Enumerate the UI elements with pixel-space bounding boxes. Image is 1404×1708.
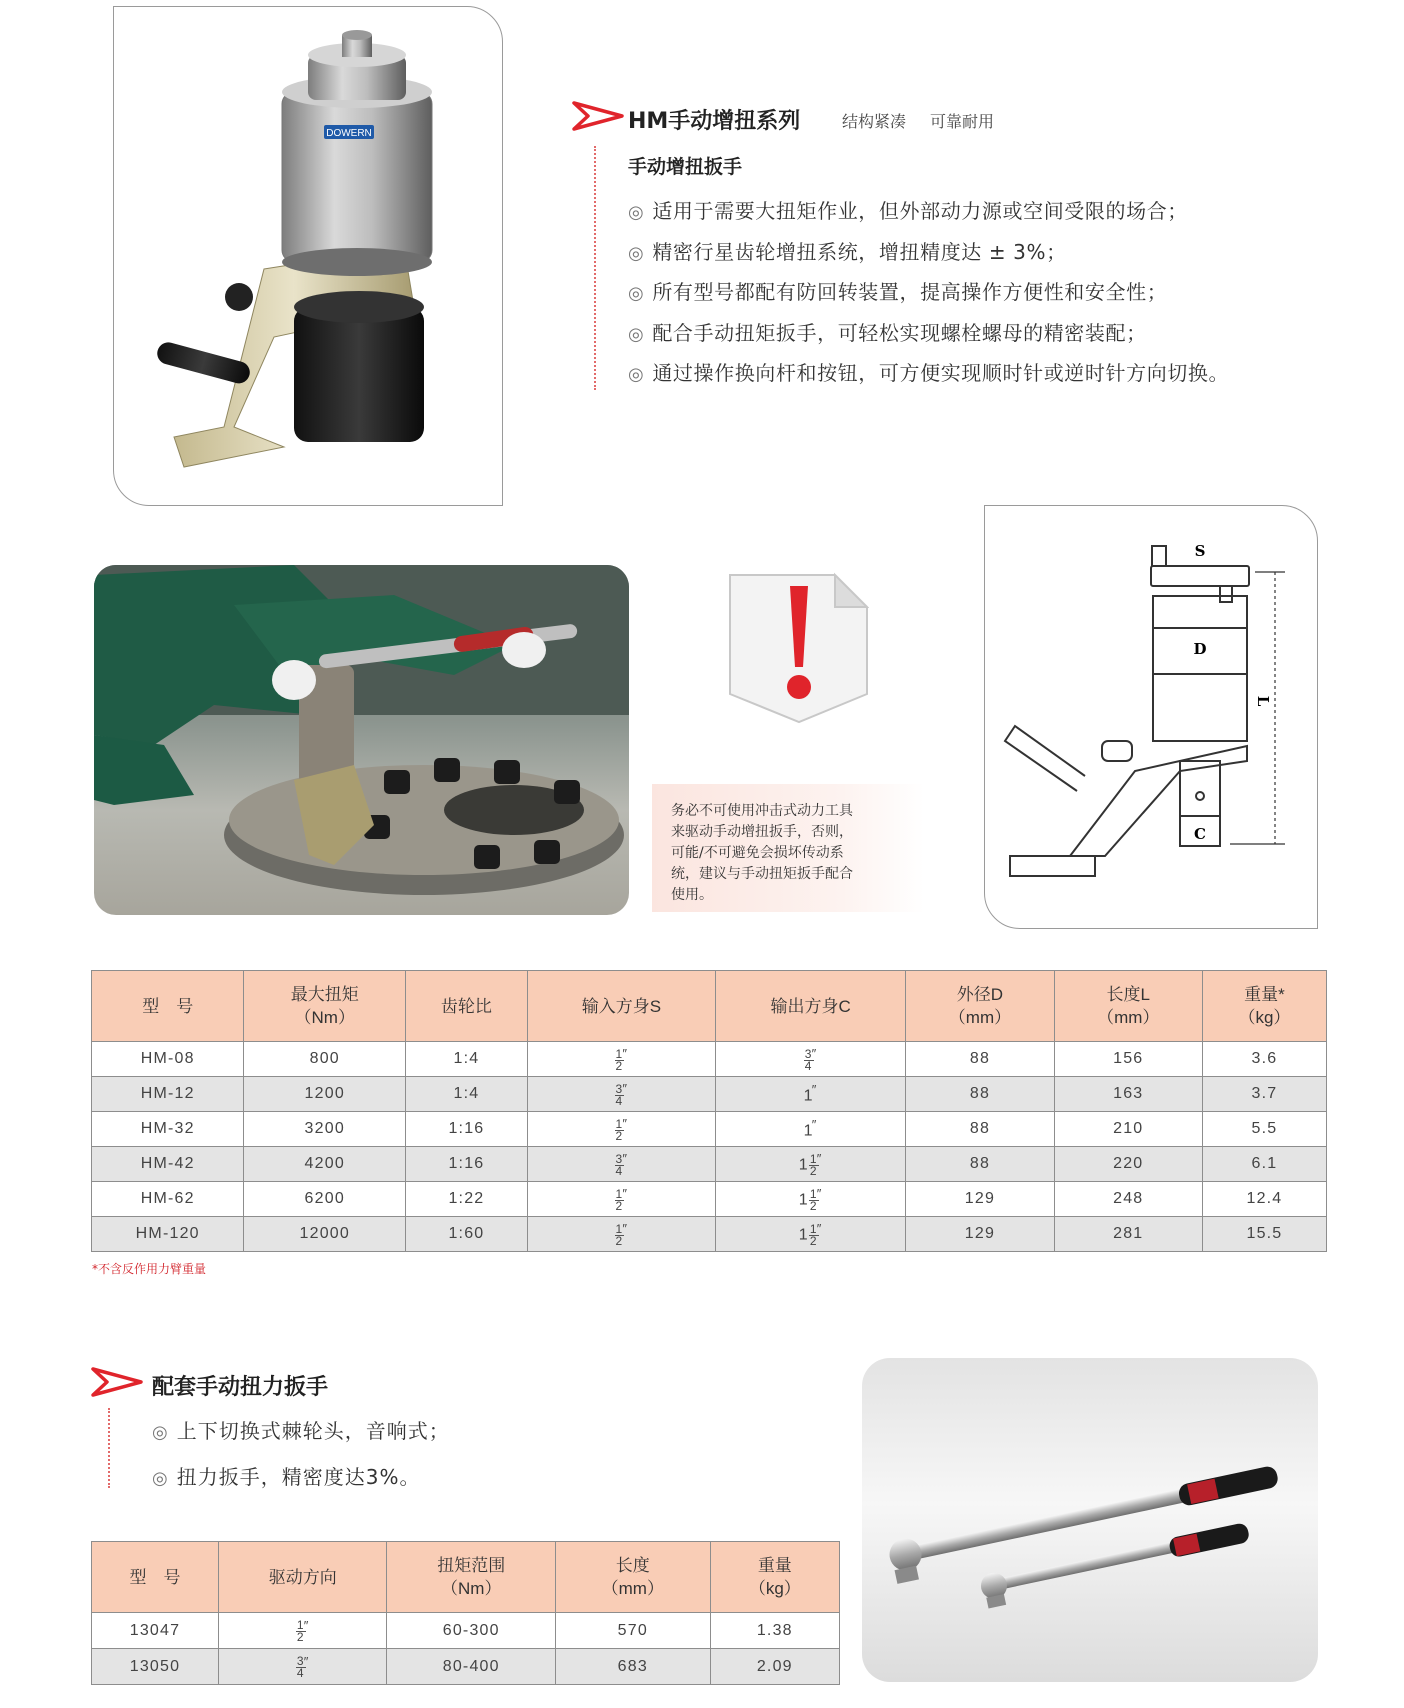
cell-output-square: 1″ <box>715 1077 905 1112</box>
cell-outer-diameter: 88 <box>906 1147 1054 1182</box>
torque-multiplier-illustration <box>114 7 503 506</box>
cell-model: HM-62 <box>92 1182 244 1217</box>
cell-max-torque: 6200 <box>244 1182 406 1217</box>
col-header-drive: 驱动方向 <box>218 1542 387 1613</box>
cell-outer-diameter: 129 <box>906 1217 1054 1252</box>
cell-length: 156 <box>1054 1042 1202 1077</box>
series-title: HM手动增扭系列 <box>628 109 801 134</box>
feature-item: ◎ 适用于需要大扭矩作业，但外部动力源或空间受限的场合； <box>628 199 1188 223</box>
dotted-divider <box>594 146 596 390</box>
spec-table <box>91 970 1327 1252</box>
section2-title: 配套手动扭力扳手 <box>152 1375 329 1400</box>
col-header-torque-range: 扭矩范围 （Nm） <box>387 1542 556 1613</box>
cell-weight: 5.5 <box>1202 1112 1326 1147</box>
wrench-table <box>91 1541 840 1685</box>
product-subtitle: 手动增扭扳手 <box>628 156 743 178</box>
torque-wrench-illustration <box>862 1358 1318 1682</box>
cell-input-square: $\frac{1}{2}$ ″ <box>527 1182 715 1217</box>
cell-outer-diameter: 129 <box>906 1182 1054 1217</box>
cell-output-square: $\frac{3}{4}$ ″ <box>715 1042 905 1077</box>
cell-input-square: $\frac{1}{2}$ ″ <box>527 1112 715 1147</box>
cell-output-square: 1 $\frac{1}{2}$ ″ <box>715 1217 905 1252</box>
cell-gear-ratio: 1:60 <box>406 1217 528 1252</box>
cell-weight: 1.38 <box>710 1613 839 1649</box>
cell-max-torque: 3200 <box>244 1112 406 1147</box>
warning-document-icon <box>727 572 869 727</box>
usage-photo <box>94 565 629 915</box>
cell-input-square: $\frac{3}{4}$ ″ <box>527 1147 715 1182</box>
table-row <box>92 1613 840 1649</box>
cell-output-square: 1 $\frac{1}{2}$ ″ <box>715 1182 905 1217</box>
col-header-weight: 重量* （kg） <box>1202 971 1326 1042</box>
feature-item: ◎ 精密行星齿轮增扭系统，增扭精度达 ± 3%； <box>628 239 1067 264</box>
cell-gear-ratio: 1:4 <box>406 1077 528 1112</box>
table-row <box>92 1112 1327 1147</box>
red-arrow-icon <box>91 1366 143 1398</box>
cell-output-square: 1″ <box>715 1112 905 1147</box>
cell-input-square: $\frac{1}{2}$ ″ <box>527 1217 715 1252</box>
cell-torque-range: 60-300 <box>387 1613 556 1649</box>
col-header-input-square: 输入方身S <box>527 971 715 1042</box>
wrench-table-header-row <box>92 1542 840 1613</box>
table-row <box>92 1649 840 1685</box>
feature-item: ◎ 配合手动扭矩扳手，可轻松实现螺栓螺母的精密装配； <box>628 320 1147 345</box>
warning-note: 务必不可使用冲击式动力工具 来驱动手动增扭扳手，否则， 可能/不可避免会损坏传动系 统，建议与手动扭矩扳手配合 使用。 <box>652 784 924 912</box>
dimension-label-c: C <box>1194 825 1206 843</box>
dimension-label-s: S <box>1194 542 1206 560</box>
cell-length: 281 <box>1054 1217 1202 1252</box>
cell-weight: 3.6 <box>1202 1042 1326 1077</box>
weight-footnote: *不含反作用力臂重量 <box>92 1262 207 1276</box>
cell-model: 13047 <box>92 1613 219 1649</box>
col-header-length: 长度L （mm） <box>1054 971 1202 1042</box>
cell-length: 570 <box>555 1613 710 1649</box>
cell-torque-range: 80-400 <box>387 1649 556 1685</box>
feature-item: ◎ 所有型号都配有防回转装置，提高操作方便性和安全性； <box>628 280 1168 304</box>
cell-gear-ratio: 1:4 <box>406 1042 528 1077</box>
feature-item: ◎ 扭力扳手，精密度达3%。 <box>152 1465 421 1489</box>
col-header-model: 型 号 <box>92 971 244 1042</box>
col-header-length: 长度 （mm） <box>555 1542 710 1613</box>
cell-weight: 15.5 <box>1202 1217 1326 1252</box>
table-row <box>92 1042 1327 1077</box>
cell-max-torque: 12000 <box>244 1217 406 1252</box>
series-tag-compact: 结构紧凑 <box>842 112 907 131</box>
col-header-gear-ratio: 齿轮比 <box>406 971 528 1042</box>
col-header-model: 型 号 <box>92 1542 219 1613</box>
torque-multiplier-photo <box>113 6 503 506</box>
table-row <box>92 1217 1327 1252</box>
cell-length: 683 <box>555 1649 710 1685</box>
cell-max-torque: 4200 <box>244 1147 406 1182</box>
cell-weight: 2.09 <box>710 1649 839 1685</box>
usage-illustration <box>94 565 629 915</box>
dimension-label-l: L <box>1254 695 1272 707</box>
col-header-weight: 重量 （kg） <box>710 1542 839 1613</box>
cell-max-torque: 800 <box>244 1042 406 1077</box>
col-header-outer-diameter: 外径D （mm） <box>906 971 1054 1042</box>
dimension-drawing <box>985 506 1318 929</box>
feature-item: ◎ 上下切换式棘轮头，音响式； <box>152 1419 450 1443</box>
col-header-output-square: 输出方身C <box>715 971 905 1042</box>
cell-gear-ratio: 1:16 <box>406 1147 528 1182</box>
torque-wrench-photo <box>862 1358 1318 1682</box>
cell-output-square: 1 $\frac{1}{2}$ ″ <box>715 1147 905 1182</box>
cell-model: HM-12 <box>92 1077 244 1112</box>
cell-model: HM-42 <box>92 1147 244 1182</box>
cell-weight: 6.1 <box>1202 1147 1326 1182</box>
cell-weight: 12.4 <box>1202 1182 1326 1217</box>
table-row <box>92 1077 1327 1112</box>
cell-model: 13050 <box>92 1649 219 1685</box>
cell-model: HM-08 <box>92 1042 244 1077</box>
table-row <box>92 1182 1327 1217</box>
cell-outer-diameter: 88 <box>906 1077 1054 1112</box>
cell-length: 248 <box>1054 1182 1202 1217</box>
cell-length: 220 <box>1054 1147 1202 1182</box>
col-header-max-torque: 最大扭矩 （Nm） <box>244 971 406 1042</box>
feature-list <box>628 196 1229 399</box>
series-tag-reliable: 可靠耐用 <box>930 112 995 131</box>
wrench-feature-list <box>152 1416 450 1508</box>
cell-gear-ratio: 1:22 <box>406 1182 528 1217</box>
spec-table-header-row <box>92 971 1327 1042</box>
cell-model: HM-32 <box>92 1112 244 1147</box>
spec-table-body <box>92 1042 1327 1252</box>
cell-outer-diameter: 88 <box>906 1042 1054 1077</box>
cell-length: 163 <box>1054 1077 1202 1112</box>
cell-max-torque: 1200 <box>244 1077 406 1112</box>
dotted-divider <box>108 1408 110 1488</box>
dimension-label-d: D <box>1193 640 1207 658</box>
wrench-table-body <box>92 1613 840 1685</box>
cell-model: HM-120 <box>92 1217 244 1252</box>
dimension-diagram <box>984 505 1318 929</box>
table-row <box>92 1147 1327 1182</box>
cell-input-square: $\frac{1}{2}$ ″ <box>527 1042 715 1077</box>
red-arrow-icon <box>572 100 624 132</box>
cell-gear-ratio: 1:16 <box>406 1112 528 1147</box>
cell-length: 210 <box>1054 1112 1202 1147</box>
cell-drive: $\frac{3}{4}$ ″ <box>218 1649 387 1685</box>
cell-weight: 3.7 <box>1202 1077 1326 1112</box>
feature-item: ◎ 通过操作换向杆和按钮，可方便实现顺时针或逆时针方向切换。 <box>628 361 1230 385</box>
cell-input-square: $\frac{3}{4}$ ″ <box>527 1077 715 1112</box>
cell-outer-diameter: 88 <box>906 1112 1054 1147</box>
brand-label: DOWERN <box>326 128 372 139</box>
cell-drive: $\frac{1}{2}$ ″ <box>218 1613 387 1649</box>
